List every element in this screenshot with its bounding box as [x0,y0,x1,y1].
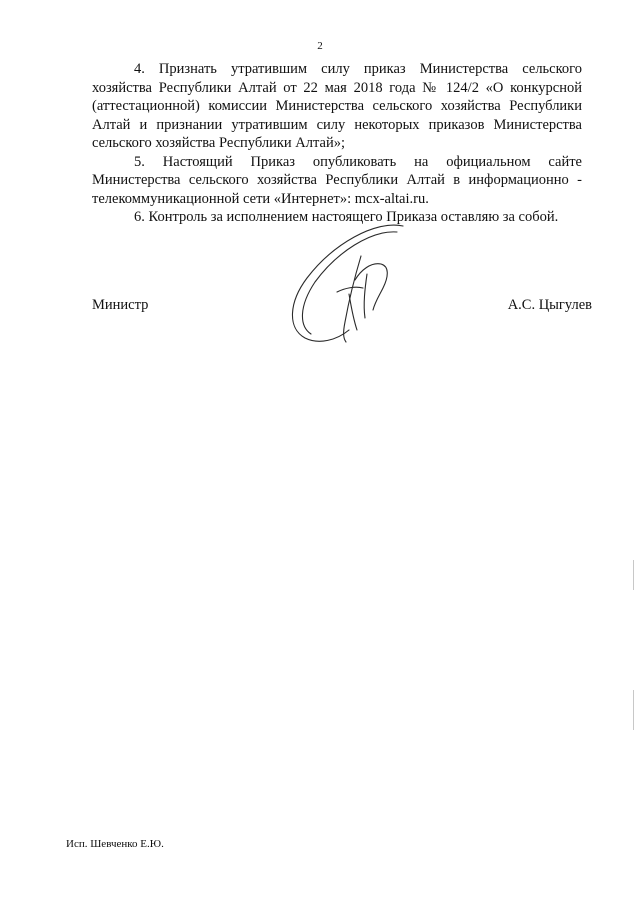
paragraph-4: 4. Признать утратившим силу приказ Министерства сельского хозяйства Республики Алтай от 22 мая 2018 года № 124/2 «О конкурсной (аттестационной) комиссии Министерства сельского хозяйства Республики Алтай и признании утратившим силу некоторых приказов Министерства сельского хозяйства Республики Алтай»; [92,61,582,151]
paragraph-5: 5. Настоящий Приказ опубликовать на официальном сайте Министерства сельского хозяйства Республики Алтай в информационно - телекоммуникационной сети «Интернет»: mcx-altai.ru. [92,153,582,207]
paragraph-6: 6. Контроль за исполнением настоящего Приказа оставляю за собой. [134,209,559,225]
handwritten-signature [285,218,415,348]
scan-edge-mark [633,560,634,590]
signer-position: Министр [92,297,149,313]
document-body [92,60,582,227]
scan-edge-mark [633,690,634,730]
executor-note: Исп. Шевченко Е.Ю. [66,838,164,850]
page-number: 2 [317,40,323,52]
signer-name: А.С. Цыгулев [507,297,592,313]
